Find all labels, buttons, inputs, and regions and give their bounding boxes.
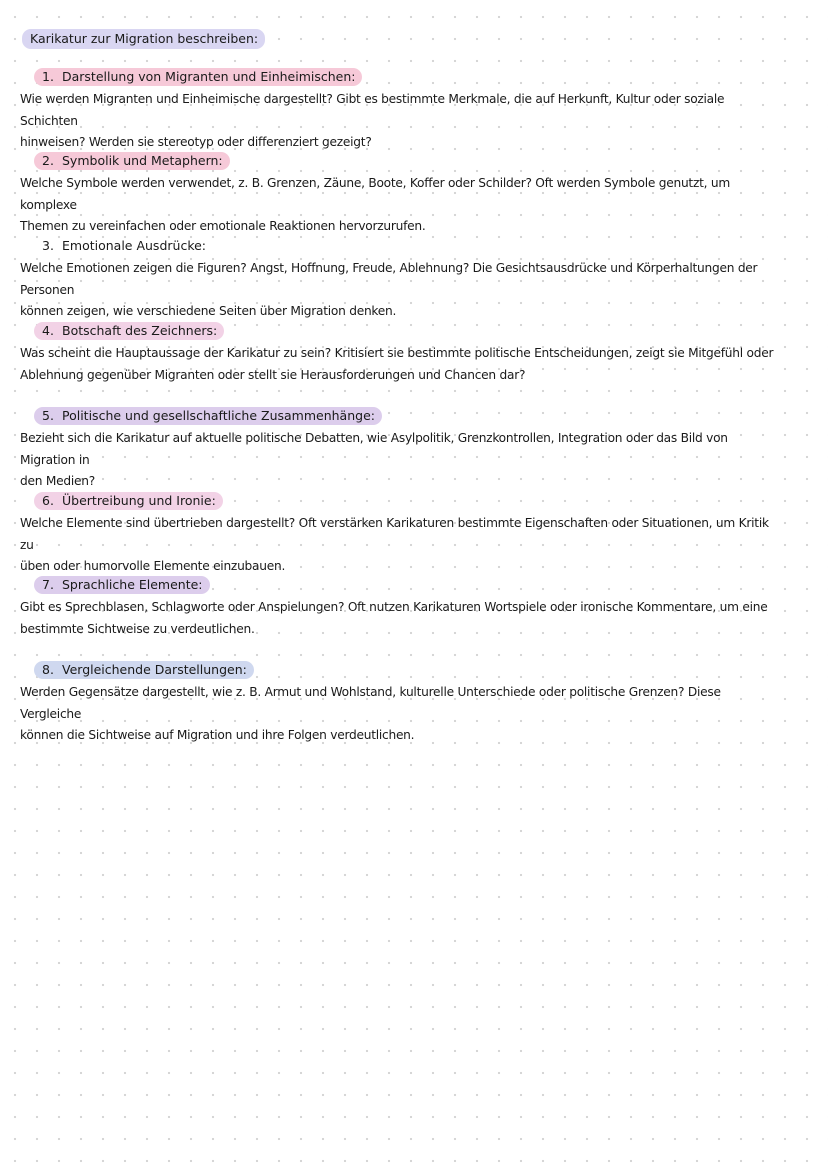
body-line: Wie werden Migranten und Einheimische dargestellt? Gibt es bestimmte Merkmale, die auf Herkunft, Kultur oder soziale Schichten xyxy=(20,92,725,128)
body-line: Welche Emotionen zeigen die Figuren? Angst, Hoffnung, Freude, Ablehnung? Die Gesichtsausdrücke und Körperhaltungen der Personen xyxy=(20,261,758,297)
section-body xyxy=(20,343,780,386)
section-heading xyxy=(34,322,224,340)
body-line: Gibt es Sprechblasen, Schlagworte oder Anspielungen? Oft nutzen Karikaturen Wortspiele oder ironische Kommentare, um eine xyxy=(20,600,768,614)
section-heading-text: Politische und gesellschaftliche Zusammenhänge: xyxy=(62,408,375,423)
section-heading-text: Übertreibung und Ironie: xyxy=(62,493,216,508)
section-heading-text: Symbolik und Metaphern: xyxy=(62,153,223,168)
section-number: 6. xyxy=(42,493,54,508)
section-body xyxy=(20,173,780,238)
body-line: können zeigen, wie verschiedene Seiten über Migration denken. xyxy=(20,304,397,318)
section-heading xyxy=(34,492,223,510)
section-heading-text: Darstellung von Migranten und Einheimischen: xyxy=(62,69,356,84)
section-body xyxy=(20,513,780,578)
body-line: den Medien? xyxy=(20,474,95,488)
section-2 xyxy=(20,150,780,238)
body-line: Welche Symbole werden verwendet, z. B. Grenzen, Zäune, Boote, Koffer oder Schilder? Oft werden Symbole genutzt, um komplexe xyxy=(20,176,730,212)
section-number: 3. xyxy=(42,238,54,253)
section-heading-text: Botschaft des Zeichners: xyxy=(62,323,218,338)
section-1 xyxy=(20,66,780,154)
section-body xyxy=(20,258,780,323)
section-body xyxy=(20,682,780,747)
section-number: 4. xyxy=(42,323,54,338)
section-body xyxy=(20,89,780,154)
body-line: üben oder humorvolle Elemente einzubauen. xyxy=(20,559,286,573)
section-6 xyxy=(20,490,780,578)
section-heading xyxy=(34,237,213,255)
body-line: Welche Elemente sind übertrieben dargestellt? Oft verstärken Karikaturen bestimmte Eigenschaften oder Situationen, um Kritik zu xyxy=(20,516,769,552)
section-4 xyxy=(20,320,780,386)
section-heading xyxy=(34,661,254,679)
section-heading xyxy=(34,407,382,425)
section-5 xyxy=(20,405,780,493)
section-heading-text: Vergleichende Darstellungen: xyxy=(62,662,247,677)
section-heading-text: Sprachliche Elemente: xyxy=(62,577,203,592)
body-line: hinweisen? Werden sie stereotyp oder differenziert gezeigt? xyxy=(20,135,372,149)
body-line: Ablehnung gegenüber Migranten oder stellt sie Herausforderungen und Chancen dar? xyxy=(20,367,526,382)
section-heading xyxy=(34,152,230,170)
body-line: Bezieht sich die Karikatur auf aktuelle politische Debatten, wie Asylpolitik, Grenzkontrollen, Integration oder das Bild von Migration in xyxy=(20,431,728,467)
body-line: Werden Gegensätze dargestellt, wie z. B. Armut und Wohlstand, kulturelle Unterschiede oder politische Grenzen? Diese Vergleiche xyxy=(20,685,721,721)
body-line: Was scheint die Hauptaussage der Karikatur zu sein? Kritisiert sie bestimmte politische Entscheidungen, zeigt sie Mitgefühl oder xyxy=(20,346,774,360)
section-3 xyxy=(20,235,780,323)
section-heading xyxy=(34,576,210,594)
section-body xyxy=(20,428,780,493)
section-number: 5. xyxy=(42,408,54,423)
section-7 xyxy=(20,574,780,640)
section-number: 7. xyxy=(42,577,54,592)
section-number: 2. xyxy=(42,153,54,168)
body-line: können die Sichtweise auf Migration und ihre Folgen verdeutlichen. xyxy=(20,728,415,742)
section-number: 8. xyxy=(42,662,54,677)
section-body xyxy=(20,597,780,640)
body-line: Themen zu vereinfachen oder emotionale Reaktionen hervorzurufen. xyxy=(20,219,426,233)
section-heading xyxy=(34,68,362,86)
section-8 xyxy=(20,659,780,747)
page-title: Karikatur zur Migration beschreiben: xyxy=(22,29,265,49)
section-heading-text: Emotionale Ausdrücke: xyxy=(62,238,207,253)
section-number: 1. xyxy=(42,69,54,84)
body-line: bestimmte Sichtweise zu verdeutlichen. xyxy=(20,621,255,636)
